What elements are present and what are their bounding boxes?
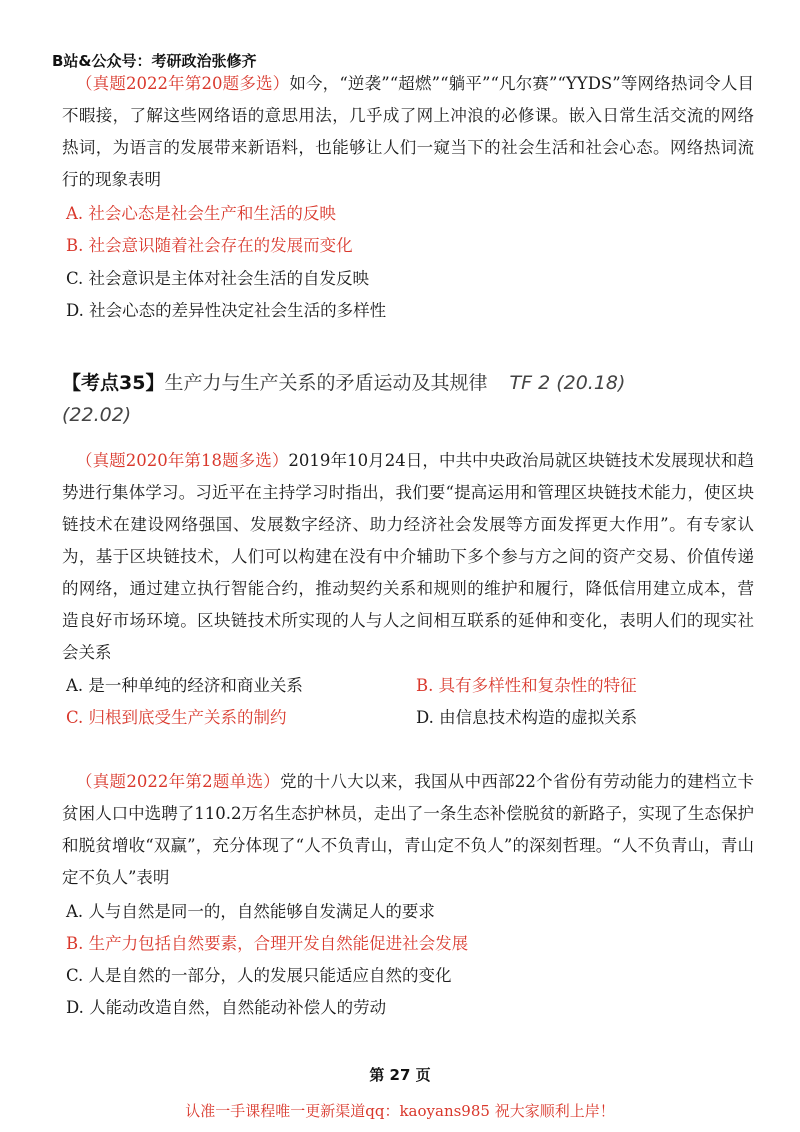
question-1-option-d: D. 社会心态的差异性决定社会生活的多样性 — [66, 301, 387, 320]
question-3-option-c: C. 人是自然的一部分，人的发展只能适应自然的变化 — [66, 966, 452, 985]
question-1-option-a: A. 社会心态是社会生产和生活的反映 — [66, 204, 336, 223]
question-3-stem — [62, 766, 754, 894]
question-1-source: （真题2022年第20题多选） — [76, 74, 290, 93]
question-1-text: 如今，“逆袭”“超燃”“躺平”“凡尔赛”“YYDS”等网络热词令人目不暇接，了解这些网络语的意思用法，几乎成了网上冲浪的必修课。嵌入日常生活交流的网络热词，为语言的发展带来新语料，也能够让人们一窥当下的社会生活和社会心态。网络热词流行的现象表明 — [62, 74, 754, 189]
section-frequency: TF 2 (20.18) — [509, 372, 626, 394]
question-1-option-c: C. 社会意识是主体对社会生活的自发反映 — [66, 269, 370, 288]
footer-notice: 认准一手课程唯一更新渠道qq：kaoyans985 祝大家顺利上岸！ — [185, 1102, 615, 1120]
question-2-option-a: A. 是一种单纯的经济和商业关系 — [66, 676, 303, 695]
page-number: 第 27 页 — [369, 1066, 431, 1084]
page-header: B站&公众号：考研政治张修齐 — [52, 52, 257, 70]
question-1-stem — [62, 68, 754, 196]
question-3-option-d: D. 人能动改造自然，自然能动补偿人的劳动 — [66, 998, 387, 1017]
question-1-option-b: B. 社会意识随着社会存在的发展而变化 — [66, 236, 353, 255]
question-3-option-a: A. 人与自然是同一的，自然能够自发满足人的要求 — [66, 902, 435, 921]
section-tag: 【考点35】 — [62, 372, 165, 394]
section-heading — [62, 367, 762, 431]
question-2-option-b: B. 具有多样性和复杂性的特征 — [416, 676, 637, 695]
question-2-source: （真题2020年第18题多选） — [76, 451, 289, 470]
question-2-option-d: D. 由信息技术构造的虚拟关系 — [416, 708, 638, 727]
question-3-text: 党的十八大以来，我国从中西部22个省份有劳动能力的建档立卡贫困人口中选聘了110.2万名生态护林员，走出了一条生态补偿脱贫的新路子，实现了生态保护和脱贫增收“双赢”，充分体现了“人不负青山，青山定不负人”的深刻哲理。“人不负青山，青山定不负人”表明 — [62, 772, 754, 887]
question-2-option-c: C. 归根到底受生产关系的制约 — [66, 708, 287, 727]
section-title: 生产力与生产关系的矛盾运动及其规律 — [164, 372, 488, 394]
question-2-text: 2019年10月24日，中共中央政治局就区块链技术发展现状和趋势进行集体学习。习近平在主持学习时指出，我们要“提高运用和管理区块链技术能力，使区块链技术在建设网络强国、发展数字经济、助力经济社会发展等方面发挥更大作用”。有专家认为，基于区块链技术，人们可以构建在没有中介辅助下多个参与方之间的资产交易、价值传递的网络，通过建立执行智能合约，推动契约关系和规则的维护和履行，降低信用建立成本，营造良好市场环境。区块链技术所实现的人与人之间相互联系的延伸和变化，表明人们的现实社会关系 — [62, 451, 754, 662]
question-3-source: （真题2022年第2题单选） — [76, 772, 281, 791]
section-years: (22.02) — [62, 404, 132, 426]
question-3-option-b: B. 生产力包括自然要素，合理开发自然能促进社会发展 — [66, 934, 469, 953]
question-2-stem — [62, 445, 754, 669]
